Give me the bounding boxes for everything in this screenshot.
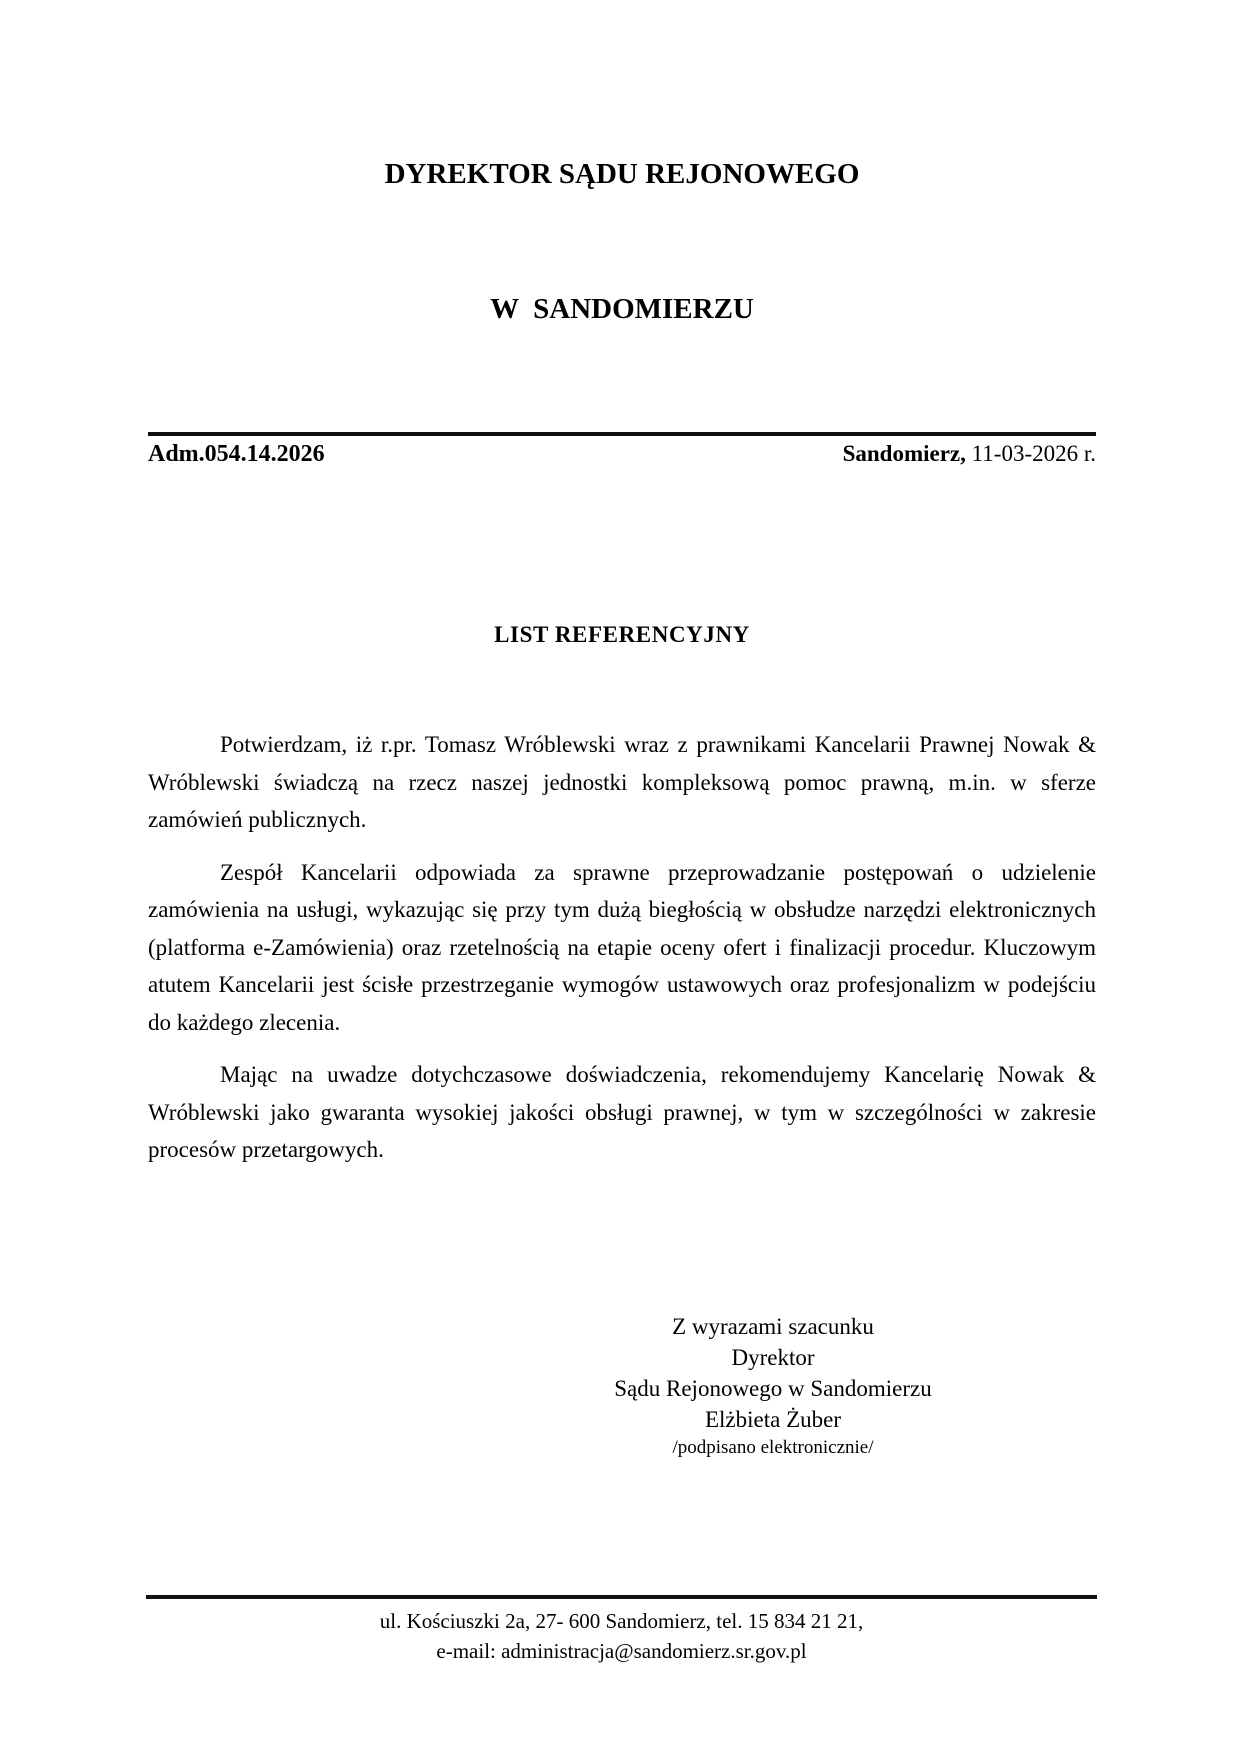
place-label: Sandomierz, [842,441,966,466]
paragraph-2: Zespół Kancelarii odpowiada za sprawne przeprowadzanie postępowań o udzielenie zamówienia na usługi, wykazując się przy tym dużą biegłością w obsłudze narzędzi elektronicznych (platforma e-Zamówienia) oraz rzetelnością na etapie oceny ofert i finalizacji procedur. Kluczowym atutem Kancelarii jest ścisłe przestrzeganie wymogów ustawowych oraz profesjonalizm w podejściu do każdego zlecenia. [148,859,1096,1035]
letterhead-line2: W SANDOMIERZU [490,293,754,325]
letter-body [148,726,1096,1169]
letter-footer [146,1595,1097,1666]
signature-role: Dyrektor [731,1344,815,1370]
paragraph-1: Potwierdzam, iż r.pr. Tomasz Wróblewski wraz z prawnikami Kancelarii Prawnej Nowak & Wróblewski świadczą na rzecz naszej jednostki kompleksową pomoc prawną, m.in. w sferze zamówień publicznych. [148,732,1096,832]
reference-row [148,441,1096,468]
footer-address-line: ul. Kościuszki 2a, 27- 600 Sandomierz, tel. 15 834 21 21, [379,1609,864,1633]
place-and-date [843,441,1096,467]
reference-number: Adm.054.14.2026 [148,441,325,467]
footer-rule [146,1595,1097,1599]
signature-block [548,1311,998,1460]
footer-email-line: e-mail: administracja@sandomierz.sr.gov.pl [436,1639,807,1663]
letterhead-line1: DYREKTOR SĄDU REJONOWEGO [384,158,860,190]
date-label: 11-03-2026 r. [965,441,1096,466]
paragraph-3: Mając na uwadze dotychczasowe doświadczenia, rekomendujemy Kancelarię Nowak & Wróblewski jako gwaranta wysokiej jakości obsługi prawnej, w tym w szczególności w zakresie procesów przetargowych. [148,1062,1096,1162]
signature-closing: Z wyrazami szacunku [672,1313,874,1339]
document-title: LIST REFERENCYJNY [494,622,750,647]
signature-electronic-note: /podpisano elektronicznie/ [672,1436,874,1458]
signature-institution: Sądu Rejonowego w Sandomierzu [614,1375,932,1401]
letterhead [148,62,1096,422]
header-rule [148,432,1096,436]
signature-name: Elżbieta Żuber [704,1406,841,1432]
